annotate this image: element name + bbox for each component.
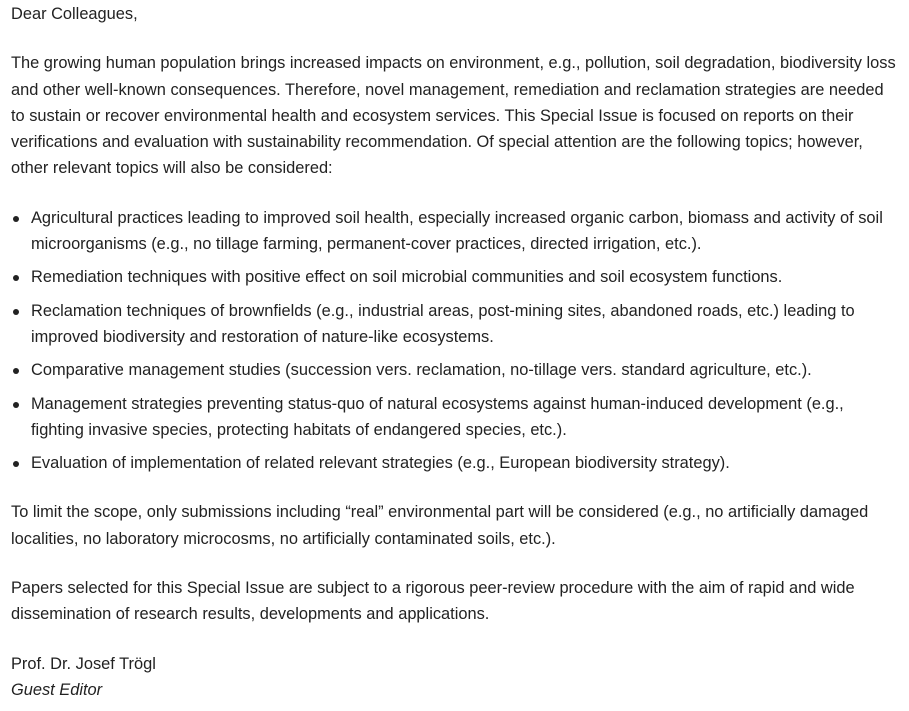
signature-title: Guest Editor — [11, 680, 103, 699]
list-item — [11, 298, 898, 351]
greeting: Dear Colleagues, — [11, 5, 138, 23]
list-item-text: Agricultural practices leading to improved soil health, especially increased organic carbon, biomass and activity of soil microorganisms (e.g., no tillage farming, permanent-cover practices, directed irrigation, etc.). — [31, 208, 883, 254]
list-item-text: Comparative management studies (succession vers. reclamation, no-tillage vers. standard agriculture, etc.). — [31, 361, 812, 380]
review-paragraph: Papers selected for this Special Issue are subject to a rigorous peer-review procedure with the aim of rapid and wide dissemination of research results, developments and applications. — [11, 579, 855, 624]
signature-block — [11, 651, 898, 704]
bullet-icon — [13, 461, 19, 467]
bullet-icon — [13, 309, 19, 315]
bullet-icon — [13, 216, 19, 222]
list-item — [11, 357, 898, 383]
bullet-icon — [13, 275, 19, 281]
list-item — [11, 391, 898, 444]
list-item-text: Reclamation techniques of brownfields (e.g., industrial areas, post-mining sites, abandoned roads, etc.) leading to improved biodiversity and restoration of nature-like ecosystems. — [31, 301, 855, 346]
topics-list — [11, 205, 898, 477]
list-item-text: Evaluation of implementation of related relevant strategies (e.g., European biodiversity strategy). — [31, 454, 730, 473]
intro-paragraph: The growing human population brings increased impacts on environment, e.g., pollution, soil degradation, biodiversity loss and other well-known consequences. Therefore, novel management, remediation and reclamation strategies are needed to sustain or recover environmental health and ecosystem services. This Special Issue is focused on reports on their verifications and evaluation with sustainability recommendation. Of special attention are the following topics; however, other relevant topics will also be considered: — [11, 54, 896, 178]
scope-paragraph: To limit the scope, only submissions including “real” environmental part will be considered (e.g., no artificially damaged localities, no laboratory microcosms, no artificially contaminated soils, etc.). — [11, 503, 869, 548]
signature-name: Prof. Dr. Josef Trögl — [11, 654, 156, 673]
bullet-icon — [13, 402, 19, 408]
list-item-text: Remediation techniques with positive effect on soil microbial communities and soil ecosystem functions. — [31, 268, 783, 287]
list-item-text: Management strategies preventing status-quo of natural ecosystems against human-induced development (e.g., fighting invasive species, protecting habitats of endangered species, etc.). — [31, 394, 844, 439]
list-item — [11, 205, 898, 258]
bullet-icon — [13, 368, 19, 374]
list-item — [11, 264, 898, 290]
list-item — [11, 450, 898, 476]
